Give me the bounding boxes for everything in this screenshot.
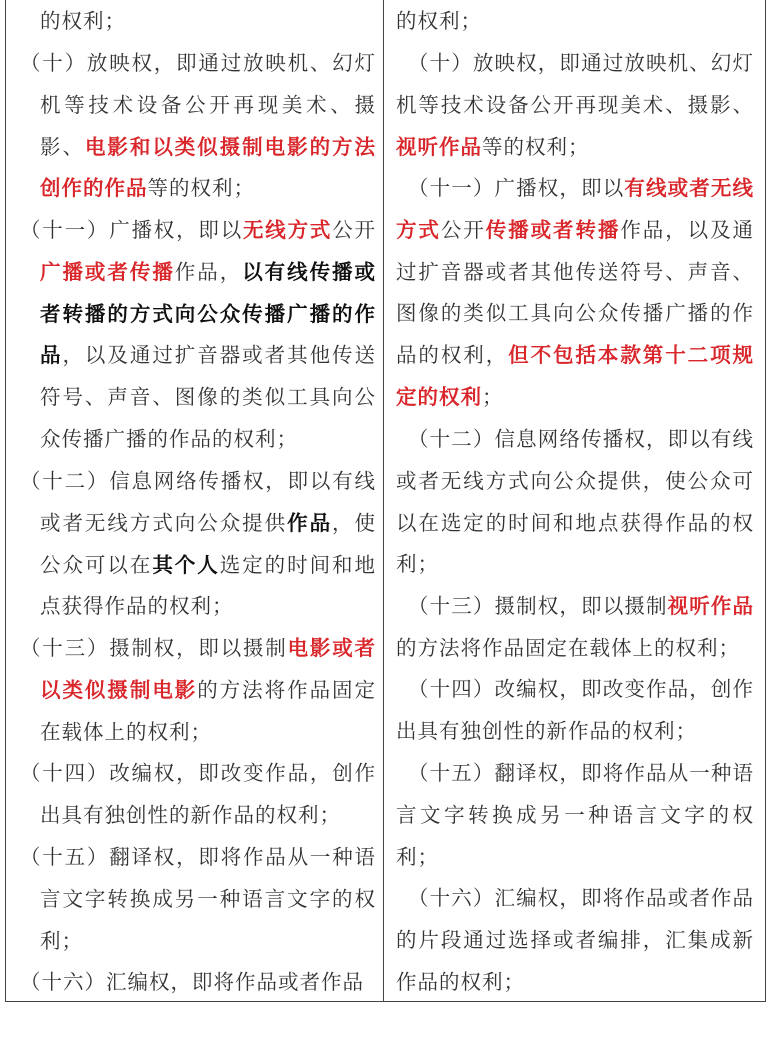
right-paragraph-2: （十）放映权，即通过放映机、幻灯机等技术设备公开再现美术、摄影、视听作品等的权利； bbox=[396, 51, 754, 159]
left-paragraph-7: （十五）翻译权，即将作品从一种语言文字转换成另一种语言文字的权利； bbox=[20, 845, 376, 953]
right-paragraph-8: （十六）汇编权，即将作品或者作品的片段通过选择或者编排，汇集成新作品的权利； bbox=[396, 886, 754, 994]
right-paragraph-7: （十五）翻译权，即将作品从一种语言文字转换成另一种语言文字的权利； bbox=[396, 761, 754, 869]
left-paragraph-2: （十）放映权，即通过放映机、幻灯机等技术设备公开再现美术、摄影、电影和以类似摄制电影的方法创作的作品等的权利； bbox=[20, 51, 377, 201]
left-paragraph-6: （十四）改编权，即改变作品，创作出具有独创性的新作品的权利； bbox=[20, 761, 376, 827]
left-paragraph-4: （十二）信息网络传播权，即以有线或者无线方式向公众提供作品，使公众可以在其个人选定的时间和地点获得作品的权利； bbox=[20, 469, 377, 619]
left-column bbox=[6, 0, 384, 1001]
right-paragraph-1: 的权利； bbox=[396, 9, 482, 33]
left-paragraph-3: （十一）广播权，即以无线方式公开广播或者传播作品，以有线传播或者转播的方式向公众传播广播的作品，以及通过扩音器或者其他传送符号、声音、图像的类似工具向公众传播广播的作品的权利； bbox=[20, 218, 377, 451]
right-column bbox=[384, 0, 765, 1001]
left-paragraph-5: （十三）摄制权，即以摄制电影或者以类似摄制电影的方法将作品固定在载体上的权利； bbox=[20, 636, 377, 744]
right-paragraph-5: （十三）摄制权，即以摄制视听作品的方法将作品固定在载体上的权利； bbox=[396, 594, 755, 660]
comparison-table bbox=[5, 0, 766, 1002]
right-paragraph-3: （十一）广播权，即以有线或者无线方式公开传播或者转播作品，以及通过扩音器或者其他传送符号、声音、图像的类似工具向公众传播广播的作品的权利，但不包括本款第十二项规定的权利； bbox=[396, 176, 755, 409]
right-paragraph-6: （十四）改编权，即改变作品，创作出具有独创性的新作品的权利； bbox=[396, 677, 754, 743]
left-paragraph-8: （十六）汇编权，即将作品或者作品 bbox=[20, 970, 364, 994]
right-paragraph-4: （十二）信息网络传播权，即以有线或者无线方式向公众提供，使公众可以在选定的时间和地点获得作品的权利； bbox=[396, 427, 754, 577]
left-paragraph-1: 的权利； bbox=[40, 9, 126, 33]
